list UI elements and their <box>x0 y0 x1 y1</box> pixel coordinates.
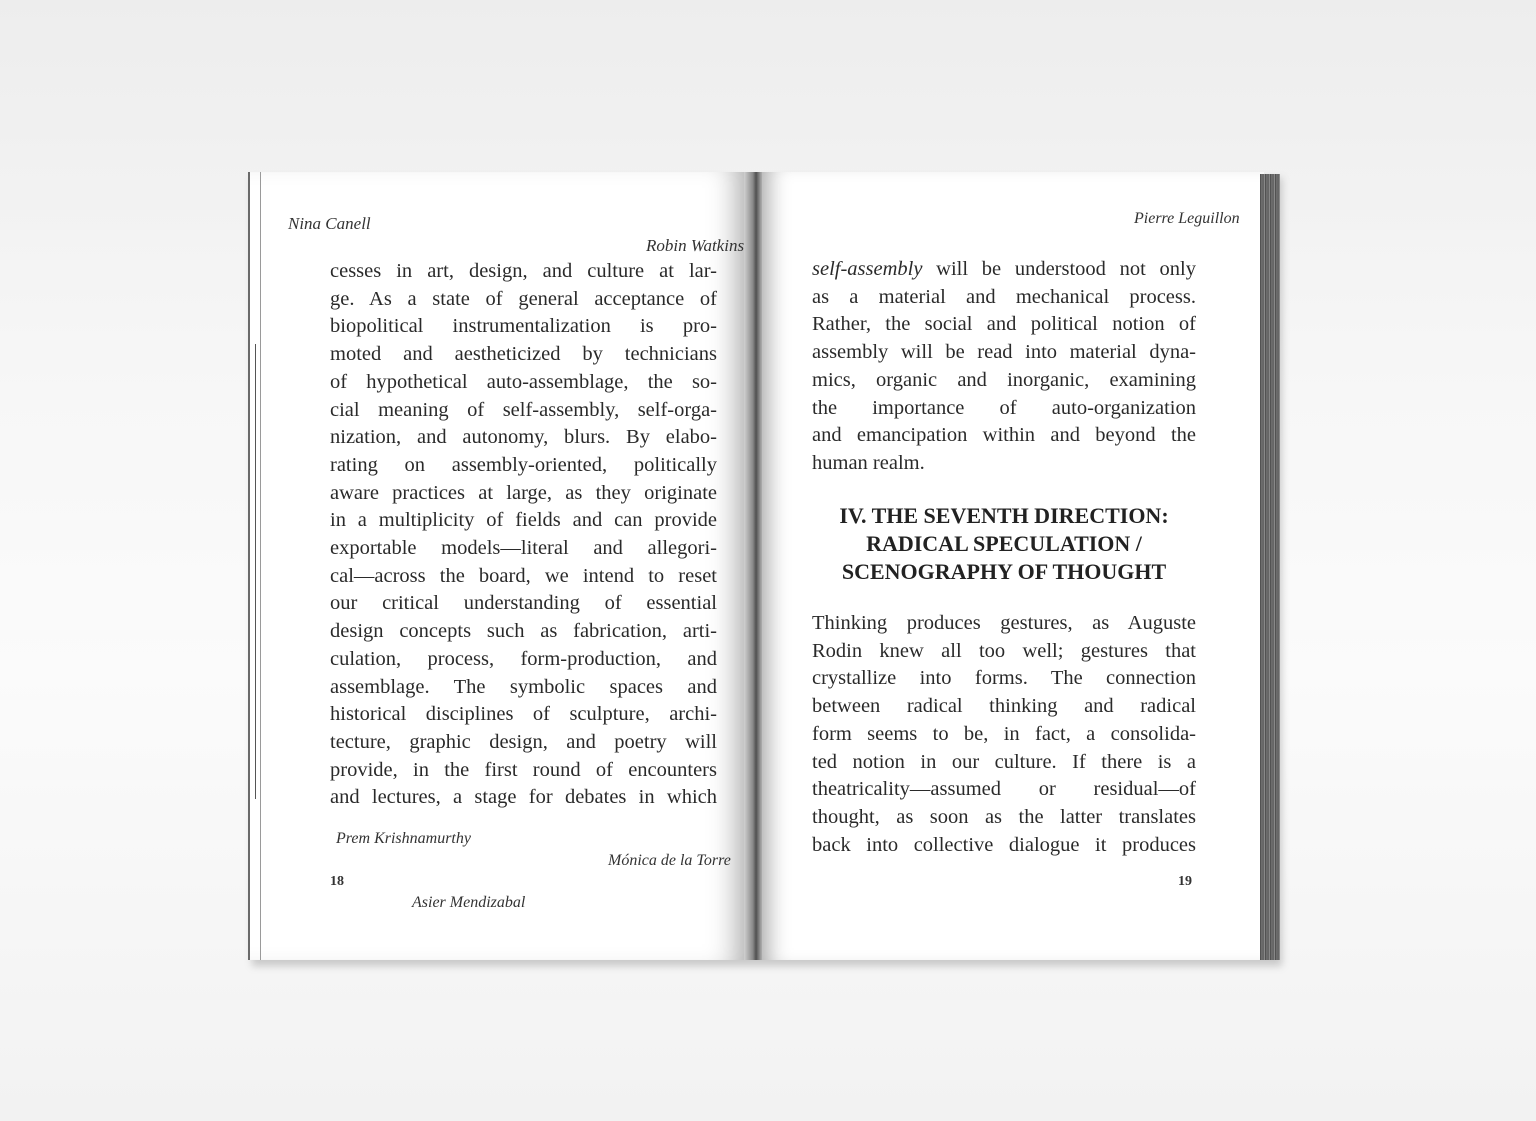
text-line: our critical understanding of essential <box>330 592 717 615</box>
text-line: between radical thinking and radical <box>812 695 1196 718</box>
page-edges <box>1260 174 1280 960</box>
text-line: provide, in the first round of encounters <box>330 758 717 781</box>
running-head-right: Pierre Leguillon <box>1134 210 1240 227</box>
open-book <box>248 172 1282 962</box>
text-line: cial meaning of self-assembly, self-orga- <box>330 398 717 421</box>
text-line: thought, as soon as the latter translates <box>812 805 1196 828</box>
emphasis-term: self-assembly <box>812 258 923 280</box>
text-line: of hypothetical auto-assemblage, the so- <box>330 370 717 393</box>
text-line: cesses in art, design, and culture at lar- <box>330 260 717 282</box>
margin-rule <box>255 344 256 799</box>
text-line: ted notion in our culture. If there is a <box>812 750 1196 773</box>
page-number-right: 19 <box>1178 874 1192 889</box>
text-line: rating on assembly-oriented, politically <box>330 453 717 476</box>
footer-name-1: Prem Krishnamurthy <box>336 830 471 847</box>
footer-name-3: Asier Mendizabal <box>412 894 526 911</box>
text-line: design concepts such as fabrication, arti- <box>330 620 717 643</box>
heading-line: SCENOGRAPHY OF THOUGHT <box>841 559 1167 584</box>
text-line: and lectures, a stage for debates in which <box>330 786 717 809</box>
text-line: moted and aestheticized by technicians <box>330 343 717 366</box>
text-line: historical disciplines of sculpture, archi- <box>330 703 717 726</box>
right-body-text <box>812 610 1196 859</box>
text-line: Thinking produces gestures, as Auguste <box>812 612 1196 634</box>
text-line: aware practices at large, as they originate <box>330 481 717 504</box>
running-head-left-1: Nina Canell <box>288 214 371 233</box>
text-line: tecture, graphic design, and poetry will <box>330 730 717 753</box>
text-line: back into collective dialogue it produces <box>812 833 1196 856</box>
text-line: exportable models—literal and allegori- <box>330 537 717 560</box>
text-fragment: will be understood not only <box>922 258 1196 280</box>
text-line: Rather, the social and political notion of <box>812 313 1196 336</box>
heading-line: RADICAL SPECULATION / <box>866 531 1142 556</box>
left-body-text <box>330 258 717 812</box>
footer-name-2: Mónica de la Torre <box>608 852 731 869</box>
text-line: mics, organic and inorganic, examining <box>812 368 1196 391</box>
text-line <box>812 256 1196 284</box>
text-line: biopolitical instrumentalization is pro- <box>330 315 717 338</box>
text-line: assemblage. The symbolic spaces and <box>330 675 717 698</box>
section-heading <box>802 502 1206 586</box>
text-line: the importance of auto-organization <box>812 396 1196 419</box>
right-page <box>762 172 1264 960</box>
text-line: Rodin knew all too well; gestures that <box>812 639 1196 662</box>
text-line: as a material and mechanical process. <box>812 285 1196 308</box>
text-line: form seems to be, in fact, a consolida- <box>812 722 1196 745</box>
heading-line: IV. THE SEVENTH DIRECTION: <box>839 503 1169 528</box>
text-line: ge. As a state of general acceptance of <box>330 287 717 310</box>
text-line: and emancipation within and beyond the <box>812 424 1196 447</box>
page-number-left: 18 <box>330 874 344 889</box>
left-page <box>248 172 758 960</box>
text-line: in a multiplicity of fields and can provide <box>330 509 717 532</box>
text-line: cal—across the board, we intend to reset <box>330 564 717 587</box>
text-line: culation, process, form-production, and <box>330 647 717 670</box>
running-head-left-2: Robin Watkins <box>646 236 745 255</box>
text-line: crystallize into forms. The connection <box>812 667 1196 690</box>
text-line: nization, and autonomy, blurs. By elabo- <box>330 426 717 449</box>
right-intro-text <box>812 256 1196 478</box>
text-line: human realm. <box>812 451 925 474</box>
text-line: theatricality—assumed or residual—of <box>812 778 1196 801</box>
text-line: assembly will be read into material dyna- <box>812 341 1196 364</box>
